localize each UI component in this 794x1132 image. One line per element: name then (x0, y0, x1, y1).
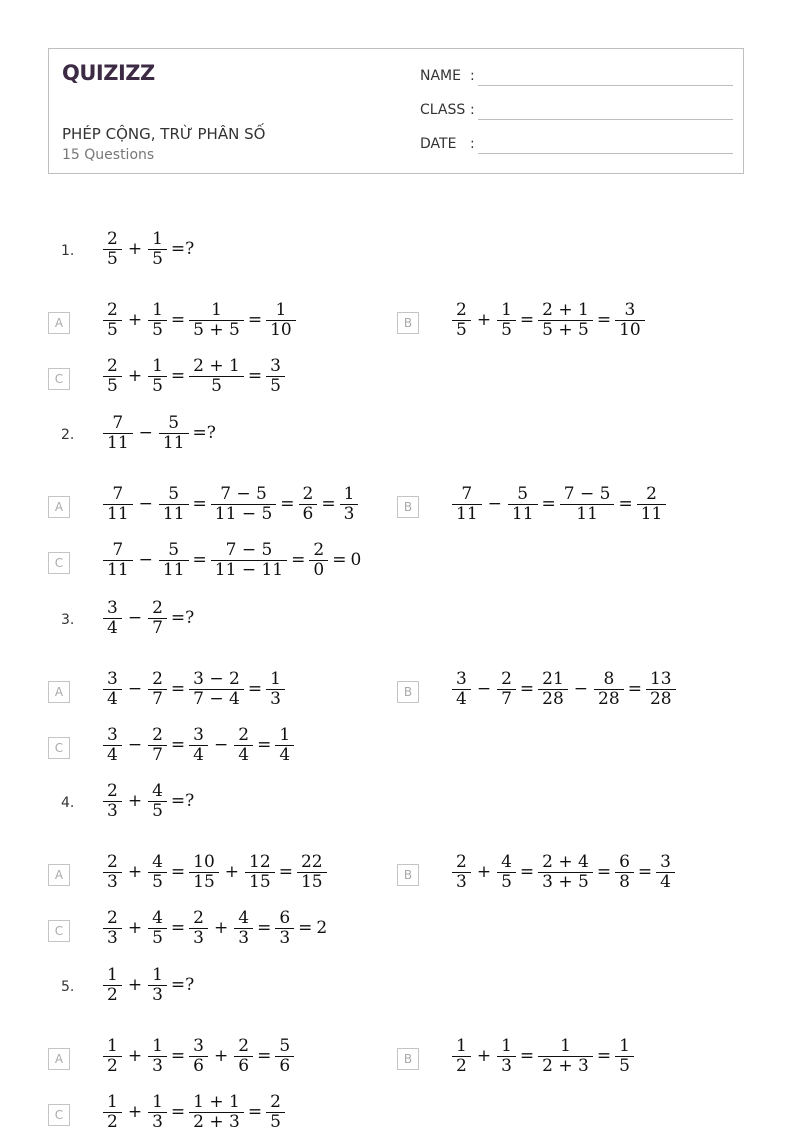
answer-option-b[interactable] (397, 1036, 737, 1076)
fraction: $\frac{1}{2}$ (105, 966, 120, 1004)
fraction: $\frac{2}{6}$ (236, 1037, 251, 1075)
fraction: $\frac{1}{5}$ (150, 230, 165, 268)
option-letter[interactable]: A (48, 496, 70, 518)
fraction: $\frac{2}{5}$ (105, 301, 120, 339)
name-line[interactable] (478, 85, 733, 86)
fraction: $\frac{3}{6}$ (191, 1037, 206, 1075)
fraction: $\frac{1}{3}$ (499, 1037, 514, 1075)
fraction: $\frac{1 + 1}{2 + 3}$ (191, 1093, 242, 1131)
worksheet-header (48, 48, 744, 174)
option-letter[interactable]: A (48, 1048, 70, 1070)
fraction: $\frac{2}{3}$ (105, 909, 120, 947)
date-line[interactable] (478, 153, 733, 154)
fraction: $\frac{7 - 5}{11}$ (562, 485, 613, 523)
fraction: $\frac{2}{0}$ (311, 541, 326, 579)
answer-option-b[interactable] (397, 669, 737, 709)
fraction: $\frac{2}{5}$ (105, 230, 120, 268)
fraction: $\frac{5}{11}$ (161, 414, 187, 452)
question-expression: $\frac{2}{5}$ + $\frac{1}{5}$ =? (103, 230, 198, 268)
question-expression: $\frac{7}{11}$ − $\frac{5}{11}$ =? (103, 414, 220, 452)
fraction: $\frac{8}{28}$ (596, 670, 622, 708)
fraction: $\frac{21}{28}$ (540, 670, 566, 708)
answer-option-c[interactable] (48, 908, 388, 948)
fraction: $\frac{4}{5}$ (499, 853, 514, 891)
answer-option-a[interactable] (48, 852, 388, 892)
question-number: 1. (61, 243, 75, 259)
fraction: $\frac{3}{4}$ (105, 599, 120, 637)
fraction: $\frac{1}{3}$ (342, 485, 357, 523)
quizizz-logo: QUIZIZZ (62, 61, 155, 85)
fraction: $\frac{2 + 4}{3 + 5}$ (540, 853, 591, 891)
question-count: 15 Questions (62, 147, 155, 163)
answer-option-b[interactable] (397, 300, 737, 340)
option-expression: $\frac{1}{2}$ + $\frac{1}{3}$ = $\frac{1 + 1}{2 + 3}$ = $\frac{2}{5}$ (103, 1093, 285, 1131)
class-colon: : (470, 102, 475, 118)
fraction: $\frac{2}{3}$ (454, 853, 469, 891)
fraction: $\frac{10}{15}$ (191, 853, 217, 891)
answer-option-c[interactable] (48, 725, 388, 765)
question-expression: $\frac{2}{3}$ + $\frac{4}{5}$ =? (103, 782, 198, 820)
fraction: $\frac{2}{3}$ (191, 909, 206, 947)
fraction: $\frac{1}{3}$ (268, 670, 283, 708)
class-field[interactable] (420, 100, 733, 124)
option-letter[interactable]: C (48, 737, 70, 759)
fraction: $\frac{7}{11}$ (105, 485, 131, 523)
fraction: $\frac{3 - 2}{7 - 4}$ (191, 670, 242, 708)
question-number: 2. (61, 427, 75, 443)
fraction: $\frac{2}{7}$ (499, 670, 514, 708)
fraction: $\frac{22}{15}$ (299, 853, 325, 891)
fraction: $\frac{1}{2}$ (105, 1093, 120, 1131)
class-label: CLASS (420, 102, 466, 118)
fraction: $\frac{2}{5}$ (105, 357, 120, 395)
option-letter[interactable]: C (48, 368, 70, 390)
fraction: $\frac{7}{11}$ (105, 414, 131, 452)
answer-option-c[interactable] (48, 540, 388, 580)
fraction: $\frac{2}{3}$ (105, 782, 120, 820)
fraction: $\frac{2}{7}$ (150, 670, 165, 708)
option-letter[interactable]: B (397, 681, 419, 703)
fraction: $\frac{3}{4}$ (658, 853, 673, 891)
fraction: $\frac{2}{3}$ (105, 853, 120, 891)
option-letter[interactable]: B (397, 496, 419, 518)
fraction: $\frac{5}{11}$ (510, 485, 536, 523)
fraction: $\frac{1}{5}$ (617, 1037, 632, 1075)
answer-option-a[interactable] (48, 1036, 388, 1076)
fraction: $\frac{4}{5}$ (150, 909, 165, 947)
fraction: $\frac{3}{4}$ (191, 726, 206, 764)
option-letter[interactable]: C (48, 552, 70, 574)
date-label: DATE (420, 136, 457, 152)
fraction: $\frac{3}{5}$ (268, 357, 283, 395)
question-number: 5. (61, 979, 75, 995)
question-number: 4. (61, 795, 75, 811)
option-expression: $\frac{2}{5}$ + $\frac{1}{5}$ = $\frac{2 + 1}{5 + 5}$ = $\frac{3}{10}$ (452, 301, 645, 339)
date-field[interactable] (420, 134, 733, 158)
fraction: $\frac{6}{8}$ (617, 853, 632, 891)
option-expression: $\frac{3}{4}$ − $\frac{2}{7}$ = $\frac{3}{4}$ − $\frac{2}{4}$ = $\frac{1}{4}$ (103, 726, 294, 764)
fraction: $\frac{2 + 1}{5}$ (191, 357, 242, 395)
fraction: $\frac{1}{10}$ (268, 301, 294, 339)
fraction: $\frac{2}{6}$ (301, 485, 316, 523)
fraction: $\frac{2}{11}$ (639, 485, 665, 523)
fraction: $\frac{1}{2}$ (105, 1037, 120, 1075)
fraction: $\frac{4}{5}$ (150, 782, 165, 820)
option-expression: $\frac{1}{2}$ + $\frac{1}{3}$ = $\frac{1}{2 + 3}$ = $\frac{1}{5}$ (452, 1037, 634, 1075)
date-colon: : (470, 136, 475, 152)
fraction: $\frac{5}{6}$ (277, 1037, 292, 1075)
fraction: $\frac{1}{3}$ (150, 1037, 165, 1075)
option-letter[interactable]: B (397, 312, 419, 334)
fraction: $\frac{1}{5}$ (150, 357, 165, 395)
option-expression: $\frac{2}{5}$ + $\frac{1}{5}$ = $\frac{1}{5 + 5}$ = $\frac{1}{10}$ (103, 301, 296, 339)
fraction: $\frac{1}{3}$ (150, 966, 165, 1004)
option-letter[interactable]: A (48, 864, 70, 886)
option-expression: $\frac{2}{5}$ + $\frac{1}{5}$ = $\frac{2 + 1}{5}$ = $\frac{3}{5}$ (103, 357, 285, 395)
worksheet-title: PHÉP CỘNG, TRỪ PHÂN SỐ (62, 125, 266, 143)
fraction: $\frac{12}{15}$ (247, 853, 273, 891)
fraction: $\frac{1}{2}$ (454, 1037, 469, 1075)
fraction: $\frac{3}{4}$ (454, 670, 469, 708)
fraction: $\frac{5}{11}$ (161, 485, 187, 523)
question-expression: $\frac{3}{4}$ − $\frac{2}{7}$ =? (103, 599, 198, 637)
option-expression: $\frac{2}{3}$ + $\frac{4}{5}$ = $\frac{10}{15}$ + $\frac{12}{15}$ = $\frac{22}{15}$ (103, 853, 327, 891)
option-expression: $\frac{3}{4}$ − $\frac{2}{7}$ = $\frac{3 - 2}{7 - 4}$ = $\frac{1}{3}$ (103, 670, 285, 708)
option-expression: $\frac{7}{11}$ − $\frac{5}{11}$ = $\frac{7 - 5}{11 - 11}$ = $\frac{2}{0}$ = 0 (103, 541, 361, 579)
answer-option-b[interactable] (397, 852, 737, 892)
option-expression: $\frac{7}{11}$ − $\frac{5}{11}$ = $\frac{7 - 5}{11}$ = $\frac{2}{11}$ (452, 485, 666, 523)
fraction: $\frac{4}{5}$ (150, 853, 165, 891)
fraction: $\frac{1}{5}$ (499, 301, 514, 339)
fraction: $\frac{1}{5 + 5}$ (191, 301, 242, 339)
fraction: $\frac{2}{5}$ (268, 1093, 283, 1131)
fraction: $\frac{7 - 5}{11 - 5}$ (213, 485, 275, 523)
option-expression: $\frac{1}{2}$ + $\frac{1}{3}$ = $\frac{3}{6}$ + $\frac{2}{6}$ = $\frac{5}{6}$ (103, 1037, 294, 1075)
fraction: $\frac{2 + 1}{5 + 5}$ (540, 301, 591, 339)
fraction: $\frac{2}{4}$ (236, 726, 251, 764)
fraction: $\frac{7}{11}$ (454, 485, 480, 523)
fraction: $\frac{5}{11}$ (161, 541, 187, 579)
question-expression: $\frac{1}{2}$ + $\frac{1}{3}$ =? (103, 966, 198, 1004)
fraction: $\frac{7 - 5}{11 - 11}$ (213, 541, 285, 579)
name-field[interactable] (420, 66, 733, 90)
option-expression: $\frac{7}{11}$ − $\frac{5}{11}$ = $\frac{7 - 5}{11 - 5}$ = $\frac{2}{6}$ = $\frac{1}{3}$ (103, 485, 358, 523)
answer-option-c[interactable] (48, 356, 388, 396)
option-letter[interactable]: A (48, 312, 70, 334)
fraction: $\frac{6}{3}$ (277, 909, 292, 947)
fraction: $\frac{1}{3}$ (150, 1093, 165, 1131)
option-expression: $\frac{2}{3}$ + $\frac{4}{5}$ = $\frac{2}{3}$ + $\frac{4}{3}$ = $\frac{6}{3}$ = 2 (103, 909, 327, 947)
fraction: $\frac{2}{7}$ (150, 726, 165, 764)
option-letter[interactable]: B (397, 864, 419, 886)
fraction: $\frac{3}{10}$ (617, 301, 643, 339)
fraction: $\frac{3}{4}$ (105, 726, 120, 764)
name-label: NAME (420, 68, 461, 84)
class-line[interactable] (478, 119, 733, 120)
option-expression: $\frac{3}{4}$ − $\frac{2}{7}$ = $\frac{21}{28}$ − $\frac{8}{28}$ = $\frac{13}{28}$ (452, 670, 676, 708)
answer-option-a[interactable] (48, 484, 388, 524)
fraction: $\frac{7}{11}$ (105, 541, 131, 579)
option-letter[interactable]: C (48, 1104, 70, 1126)
fraction: $\frac{4}{3}$ (236, 909, 251, 947)
option-letter[interactable]: C (48, 920, 70, 942)
answer-option-a[interactable] (48, 669, 388, 709)
fraction: $\frac{2}{5}$ (454, 301, 469, 339)
option-expression: $\frac{2}{3}$ + $\frac{4}{5}$ = $\frac{2 + 4}{3 + 5}$ = $\frac{6}{8}$ = $\frac{3}{4}$ (452, 853, 675, 891)
option-letter[interactable]: A (48, 681, 70, 703)
fraction: $\frac{3}{4}$ (105, 670, 120, 708)
option-letter[interactable]: B (397, 1048, 419, 1070)
answer-option-b[interactable] (397, 484, 737, 524)
fraction: $\frac{1}{5}$ (150, 301, 165, 339)
question-number: 3. (61, 612, 75, 628)
fraction: $\frac{2}{7}$ (150, 599, 165, 637)
name-colon: : (470, 68, 475, 84)
fraction: $\frac{13}{28}$ (648, 670, 674, 708)
answer-option-a[interactable] (48, 300, 388, 340)
fraction: $\frac{1}{4}$ (277, 726, 292, 764)
fraction: $\frac{1}{2 + 3}$ (540, 1037, 591, 1075)
